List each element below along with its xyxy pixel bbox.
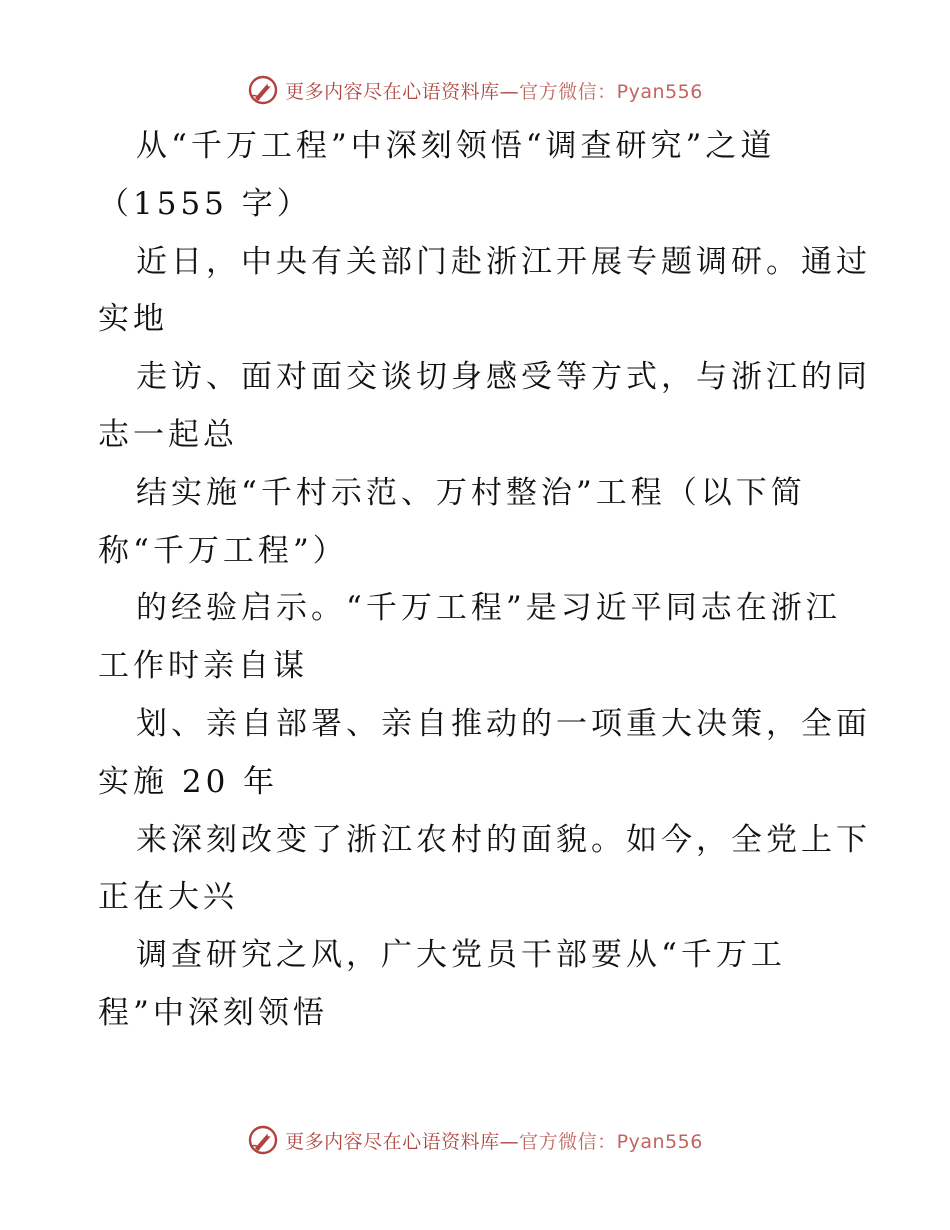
doc-title-line: 从“千万工程”中深刻领悟“调查研究”之道	[136, 128, 776, 164]
footer-banner-text	[285, 1127, 703, 1154]
doc-line: 的经验启示。“千万工程”是习近平同志在浙江	[136, 590, 841, 627]
doc-line: 实施 20 年	[98, 763, 279, 800]
doc-line: 结实施“千村示范、万村整治”工程（以下简	[136, 474, 806, 511]
doc-wordcount-line: （1555 字）	[98, 185, 312, 222]
footer-banner	[0, 1120, 950, 1160]
doc-line: 工作时亲自谋	[98, 648, 308, 685]
footer-banner-library: 更多内容尽在心语资料库—	[285, 1130, 520, 1153]
doc-line: 称“千万工程”）	[98, 532, 348, 569]
pen-logo-icon	[247, 74, 279, 106]
doc-line: 划、亲自部署、亲自推动的一项重大决策，全面	[136, 705, 871, 742]
header-banner-text	[285, 77, 703, 104]
header-banner	[0, 70, 950, 110]
doc-line: 调查研究之风，广大党员干部要从“千万工	[136, 937, 786, 974]
doc-line: 近日，中央有关部门赴浙江开展专题调研。通过	[136, 243, 871, 280]
doc-line: 走访、面对面交谈切身感受等方式，与浙江的同	[136, 359, 871, 396]
doc-line: 志一起总	[98, 416, 238, 453]
doc-line: 来深刻改变了浙江农村的面貌。如今，全党上下	[136, 821, 871, 858]
header-banner-wechat: 官方微信：Pyan556	[519, 80, 703, 103]
doc-line: 正在大兴	[98, 879, 238, 916]
doc-line: 实地	[98, 301, 168, 338]
footer-banner-wechat: 官方微信：Pyan556	[519, 1130, 703, 1153]
document-body	[98, 118, 871, 1043]
doc-line: 程”中深刻领悟	[98, 994, 328, 1031]
pen-logo-icon	[247, 1124, 279, 1156]
header-banner-library: 更多内容尽在心语资料库—	[285, 80, 520, 103]
